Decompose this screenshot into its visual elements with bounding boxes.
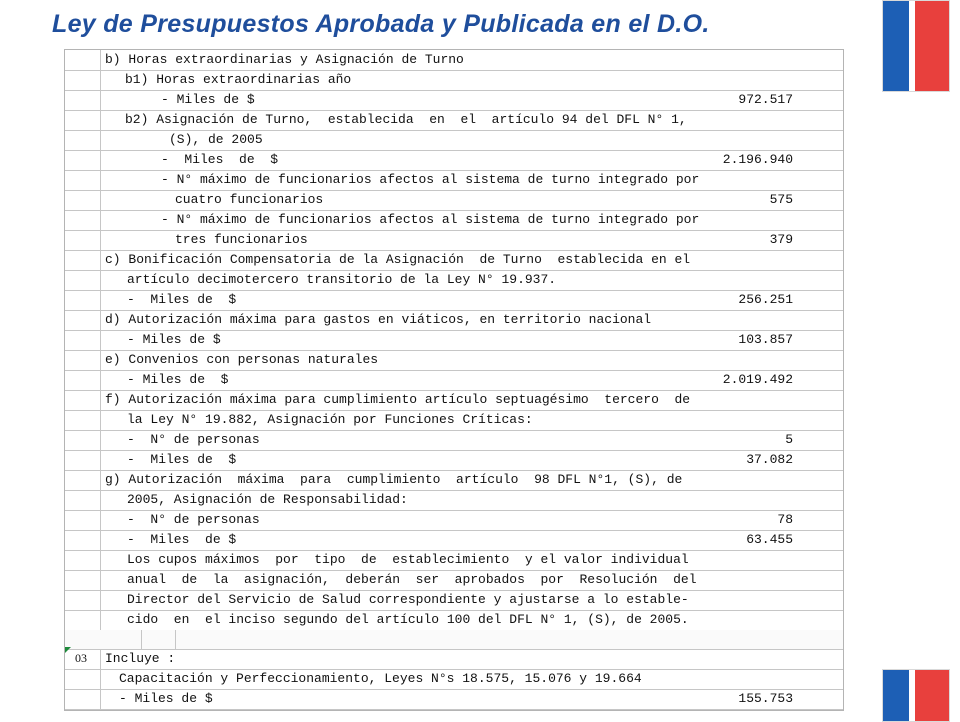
row-text: g) Autorización máxima para cumplimiento artículo 98 DFL N°1, (S), de bbox=[105, 472, 683, 487]
empty-cell-divider bbox=[141, 630, 142, 649]
row-text: - Miles de $ bbox=[161, 152, 279, 167]
row-text: Los cupos máximos por tipo de establecimiento y el valor individual bbox=[127, 552, 689, 567]
row-text: - N° máximo de funcionarios afectos al sistema de turno integrado por bbox=[161, 212, 700, 227]
table-row bbox=[65, 390, 843, 411]
table-row bbox=[65, 450, 843, 471]
row-text: Director del Servicio de Salud correspondiente y ajustarse a lo estable- bbox=[127, 592, 689, 607]
table-row bbox=[65, 550, 843, 571]
table-row bbox=[65, 150, 843, 171]
table-row bbox=[65, 310, 843, 331]
row-text: - Miles de $ bbox=[127, 292, 237, 307]
row-text: cido en el inciso segundo del artículo 100 del DFL N° 1, (S), de 2005. bbox=[127, 612, 689, 627]
table-row bbox=[65, 410, 843, 431]
row-text: artículo decimotercero transitorio de la Ley N° 19.937. bbox=[127, 272, 557, 287]
table-row bbox=[65, 210, 843, 231]
table-row bbox=[65, 530, 843, 551]
table-row bbox=[65, 110, 843, 131]
table-row bbox=[65, 50, 843, 71]
table-row bbox=[65, 190, 843, 211]
table-row bbox=[65, 649, 843, 670]
table-row bbox=[65, 270, 843, 291]
table-row bbox=[65, 350, 843, 371]
row-text: anual de la asignación, deberán ser aprobados por Resolución del bbox=[127, 572, 697, 587]
row-value: 37.082 bbox=[746, 452, 793, 467]
row-text: - Miles de $ bbox=[119, 691, 213, 706]
row-value: 103.857 bbox=[738, 332, 793, 347]
row-text: cuatro funcionarios bbox=[175, 192, 324, 207]
table-row bbox=[65, 250, 843, 271]
table-row bbox=[65, 230, 843, 251]
empty-cell-divider bbox=[175, 630, 176, 649]
row-text: - Miles de $ bbox=[127, 532, 237, 547]
table-row bbox=[65, 610, 843, 631]
row-text: d) Autorización máxima para gastos en viáticos, en territorio nacional bbox=[105, 312, 652, 327]
row-text: - Miles de $ bbox=[161, 92, 255, 107]
table-row bbox=[65, 330, 843, 351]
table-row bbox=[65, 290, 843, 311]
table-row bbox=[65, 90, 843, 111]
row-value: 63.455 bbox=[746, 532, 793, 547]
budget-table-sheet bbox=[64, 49, 844, 711]
row-text: - Miles de $ bbox=[127, 372, 229, 387]
row-value: 5 bbox=[785, 432, 793, 447]
table-row bbox=[65, 470, 843, 491]
row-value: 78 bbox=[777, 512, 793, 527]
table-row bbox=[65, 170, 843, 191]
row-text: - Miles de $ bbox=[127, 332, 221, 347]
slide-title: Ley de Presupuestos Aprobada y Publicada en el D.O. bbox=[52, 10, 710, 38]
table-row bbox=[65, 430, 843, 451]
table-row bbox=[65, 510, 843, 531]
table-row bbox=[65, 630, 843, 650]
chile-flag-stripe-top bbox=[882, 0, 950, 92]
row-text: Capacitación y Perfeccionamiento, Leyes N°s 18.575, 15.076 y 19.664 bbox=[119, 671, 642, 686]
row-text: e) Convenios con personas naturales bbox=[105, 352, 379, 367]
row-text: b) Horas extraordinarias y Asignación de Turno bbox=[105, 52, 464, 67]
row-text: b1) Horas extraordinarias año bbox=[125, 72, 352, 87]
table-row bbox=[65, 669, 843, 690]
row-text: - Miles de $ bbox=[127, 452, 237, 467]
row-text: 2005, Asignación de Responsabilidad: bbox=[127, 492, 408, 507]
row-text: Incluye : bbox=[105, 651, 176, 666]
row-value: 379 bbox=[769, 232, 793, 247]
row-value: 575 bbox=[769, 192, 793, 207]
table-row bbox=[65, 70, 843, 91]
table-row bbox=[65, 490, 843, 511]
row-text: tres funcionarios bbox=[175, 232, 308, 247]
row-value: 2.196.940 bbox=[722, 152, 793, 167]
table-row bbox=[65, 689, 843, 710]
table-row bbox=[65, 370, 843, 391]
row-value: 256.251 bbox=[738, 292, 793, 307]
row-text: b2) Asignación de Turno, establecida en el artículo 94 del DFL N° 1, bbox=[125, 112, 687, 127]
row-text: - N° de personas bbox=[127, 432, 260, 447]
row-text: (S), de 2005 bbox=[169, 132, 263, 147]
row-text: - N° de personas bbox=[127, 512, 260, 527]
row-text: la Ley N° 19.882, Asignación por Funciones Críticas: bbox=[127, 412, 533, 427]
row-number: 03 bbox=[75, 651, 87, 665]
row-value: 2.019.492 bbox=[722, 372, 793, 387]
row-text: f) Autorización máxima para cumplimiento artículo septuagésimo tercero de bbox=[105, 392, 691, 407]
cell-comment-marker-icon bbox=[65, 647, 71, 653]
row-value: 155.753 bbox=[738, 691, 793, 706]
table-row bbox=[65, 130, 843, 151]
row-text: c) Bonificación Compensatoria de la Asignación de Turno establecida en el bbox=[105, 252, 691, 267]
table-row bbox=[65, 590, 843, 611]
row-text: - N° máximo de funcionarios afectos al sistema de turno integrado por bbox=[161, 172, 700, 187]
chile-flag-stripe-bottom bbox=[882, 669, 950, 722]
table-row bbox=[65, 570, 843, 591]
row-value: 972.517 bbox=[738, 92, 793, 107]
